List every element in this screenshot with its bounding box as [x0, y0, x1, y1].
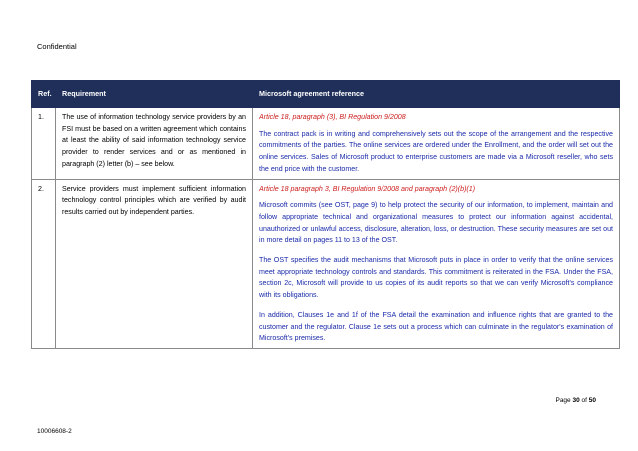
row-reference	[253, 108, 620, 180]
page-prefix: Page	[555, 397, 573, 404]
requirements-table	[31, 80, 620, 349]
header-reference: Microsoft agreement reference	[253, 81, 620, 108]
row-paragraph: The OST specifies the audit mechanisms that Microsoft puts in place in order to verify that the online services meet appropriate technology controls and standards. This commitment is reiterated in the FSA. Under the FSA, section 2c, Microsoft will provide to us copies of its audit reports so that we can verify Microsoft's compliance with its obligations.	[259, 256, 613, 300]
row-paragraph: In addition, Clauses 1e and 1f of the FSA detail the examination and influence rights that are granted to the customer and the regulator. Clause 1e sets out a process which can culminate in the regulator's examination of Microsoft's premises.	[259, 310, 613, 343]
page-of: of	[579, 397, 589, 404]
table-row	[32, 179, 620, 348]
row-ref: 1.	[32, 108, 56, 180]
header-ref: Ref.	[32, 81, 56, 108]
row-paragraph: Microsoft commits (see OST, page 9) to help protect the security of our information, to implement, maintain and follow appropriate technical and organizational measures to protect our information against accidental, unauthorized or unlawful access, disclosure, alteration, loss, or destruction. These security measures are set out in more detail on pages 11 to 13 of the OST.	[259, 201, 613, 245]
row-citation: Article 18 paragraph 3, BI Regulation 9/2008 and paragraph (2)(b)(1)	[259, 184, 476, 193]
row-requirement: Service providers must implement sufficient information technology control principles which are verified by audit results carried out by independent parties.	[56, 179, 253, 348]
row-requirement: The use of information technology service providers by an FSI must be based on a written agreement which contains at least the ability of said information technology service provider to render services and or as mentioned in paragraph (2) letter (b) – see below.	[56, 108, 253, 180]
row-paragraph: The contract pack is in writing and comprehensively sets out the scope of the arrangement and the respective commitments of the parties. The online services are ordered under the Enrollment, and the order will set out the online services. Sales of Microsoft product to enterprise customers are made via a Microsoft reseller, who sets the end price with the customer.	[259, 129, 613, 173]
page-total: 50	[588, 397, 596, 404]
page-current: 30	[572, 397, 580, 404]
table-row	[32, 108, 620, 180]
page-number	[555, 397, 596, 404]
row-citation: Article 18, paragraph (3), BI Regulation 9/2008	[259, 113, 406, 121]
row-ref: 2.	[32, 179, 56, 348]
header-requirement: Requirement	[56, 81, 253, 108]
document-id: 10006608-2	[37, 428, 72, 435]
table-header-row	[32, 81, 620, 108]
confidential-label: Confidential	[37, 42, 77, 51]
row-reference	[253, 179, 620, 348]
